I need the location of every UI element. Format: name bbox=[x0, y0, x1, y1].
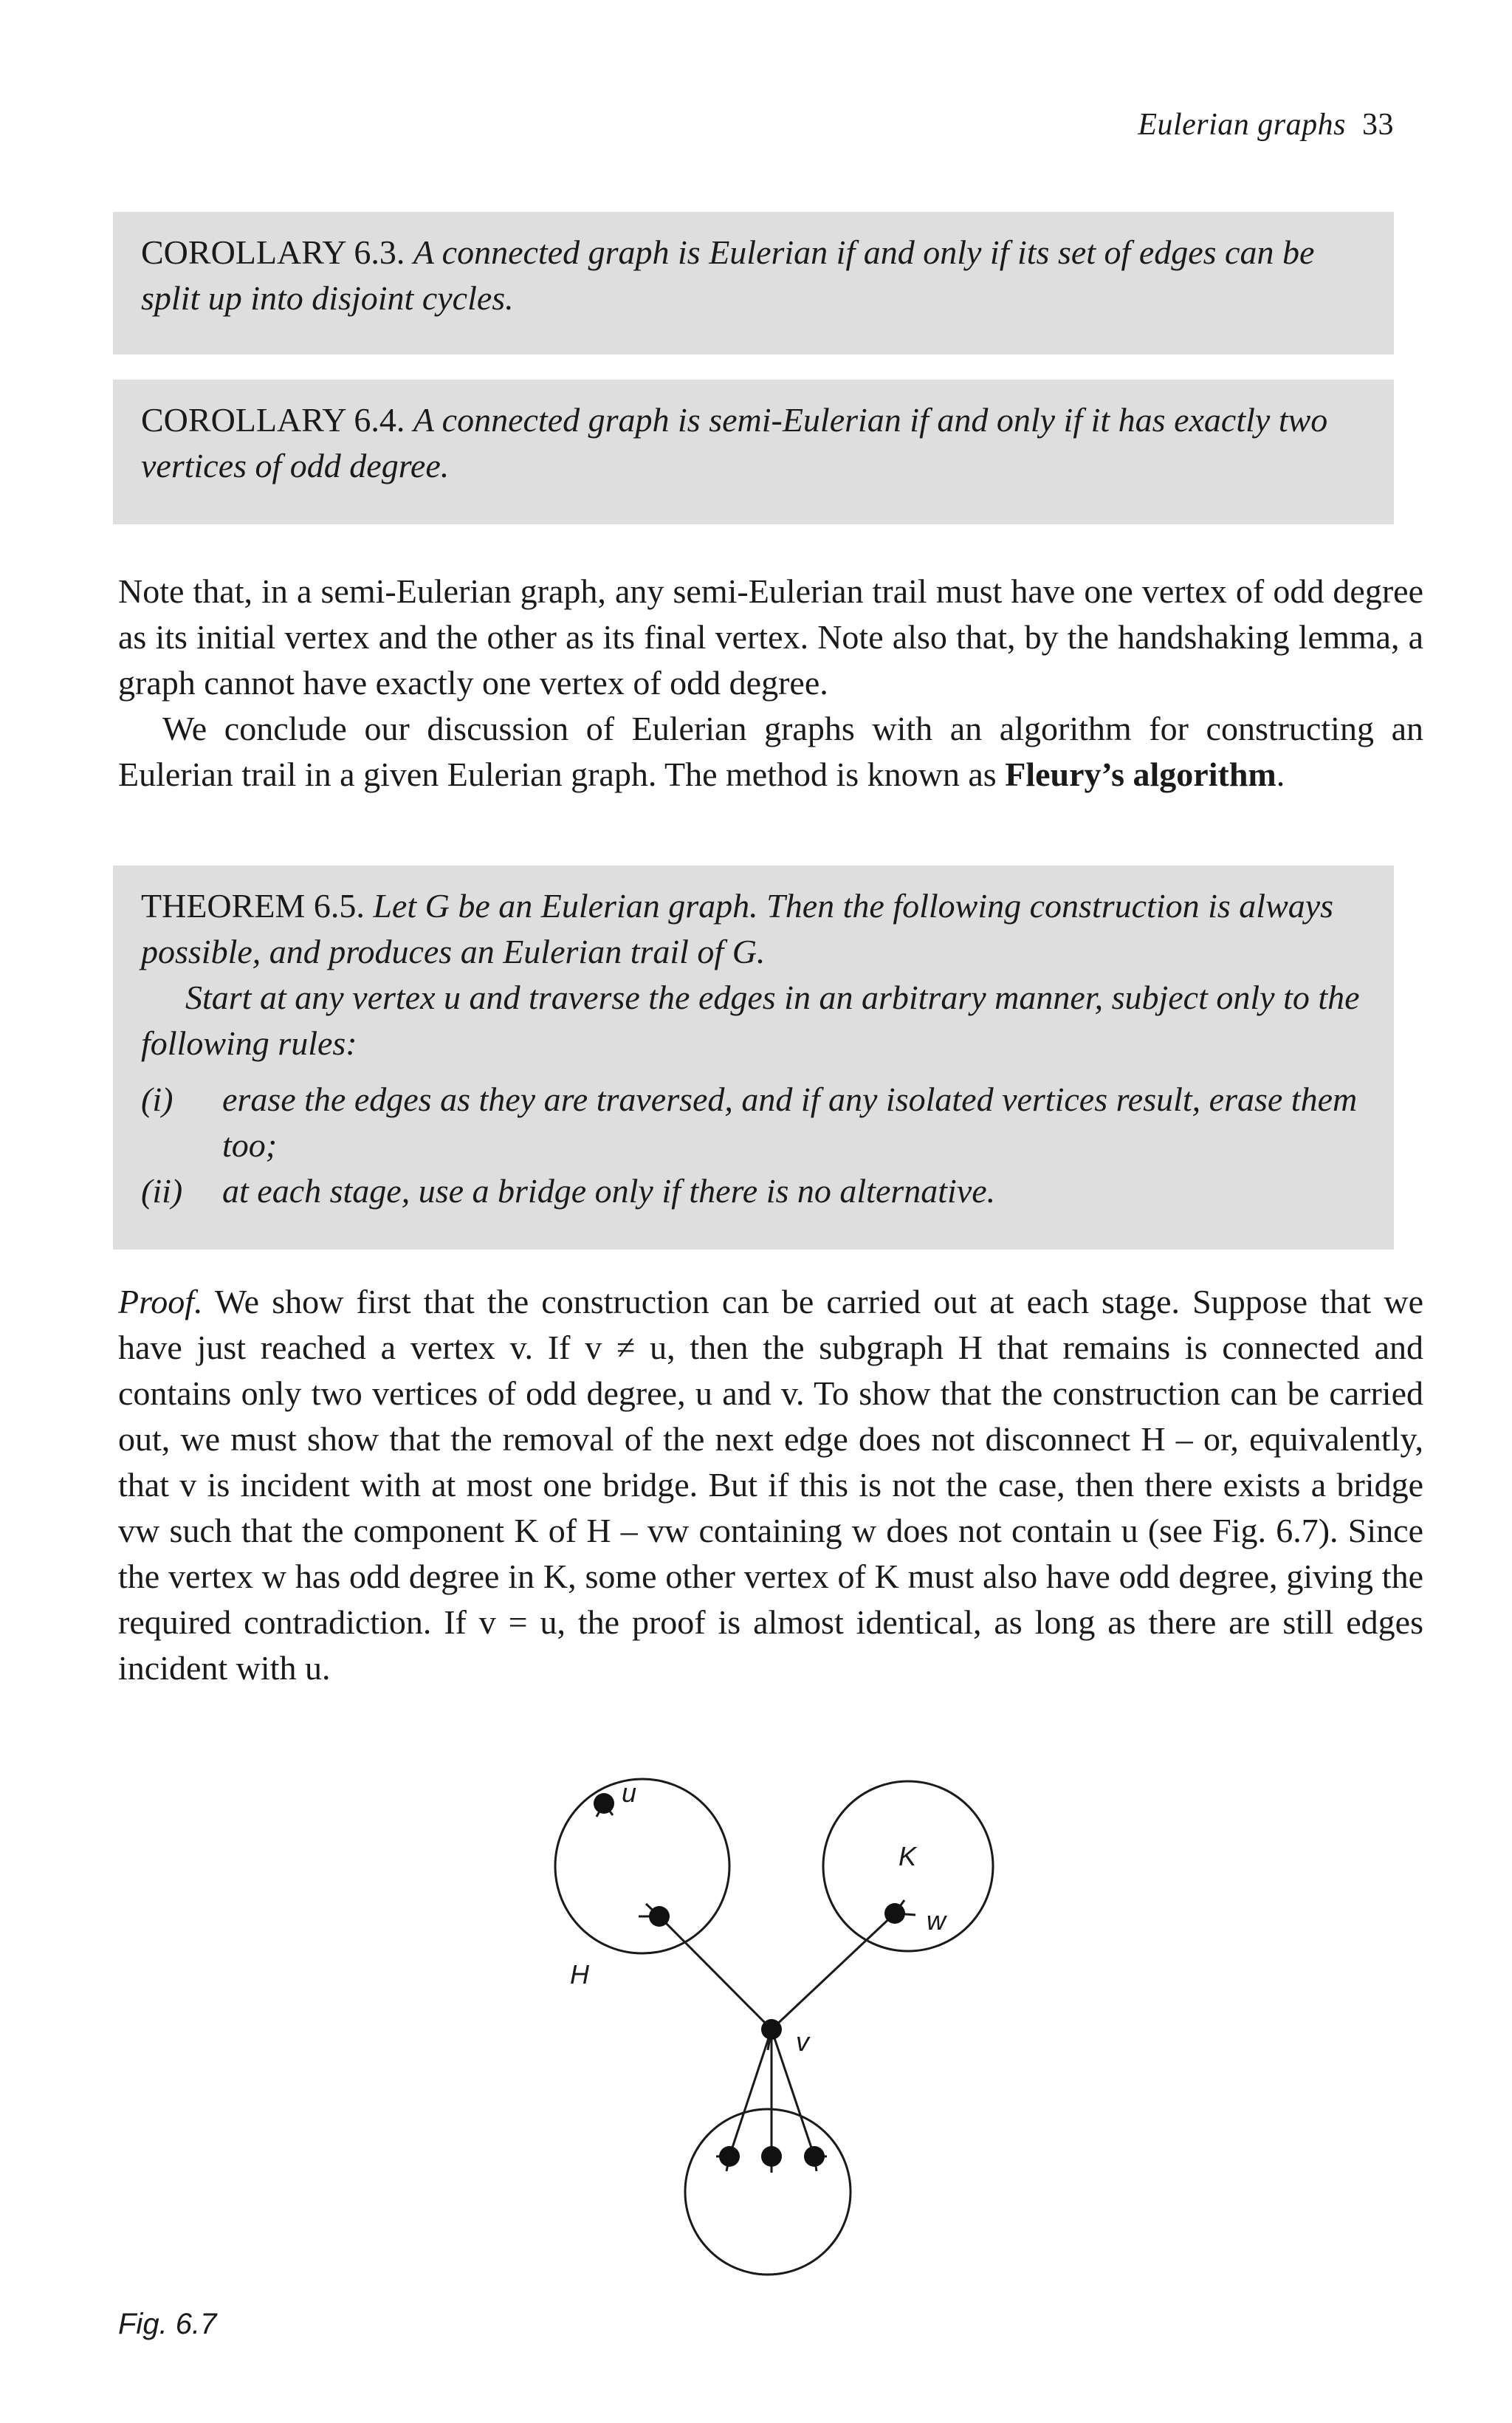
edge-h-to-v bbox=[659, 1916, 772, 2029]
bottom-component-circle bbox=[685, 2109, 850, 2275]
corollary-6-4-box bbox=[113, 380, 1394, 524]
paragraph-text: We conclude our discussion of Eulerian graphs with an algorithm for constructing an Eulerian trail in a given Eulerian graph. The method is known as bbox=[118, 710, 1423, 793]
bridge-vw bbox=[772, 1913, 895, 2029]
theorem-start: Start at any vertex u and traverse the edges in an arbitrary manner, subject only to the following rules: bbox=[141, 979, 1360, 1062]
rule-number: (ii) bbox=[141, 1172, 183, 1210]
vertex-v bbox=[761, 2019, 782, 2040]
page-number: 33 bbox=[1362, 108, 1394, 142]
fleury-algorithm-term: Fleury’s algorithm bbox=[1005, 755, 1276, 793]
rule-text: erase the edges as they are traversed, and if any isolated vertices result, erase them too; bbox=[222, 1080, 1358, 1164]
running-head bbox=[1138, 107, 1394, 143]
proof-paragraph bbox=[118, 1279, 1423, 1691]
proof-label: Proof. bbox=[118, 1283, 203, 1320]
label-w: w bbox=[927, 1905, 946, 1936]
figure-caption: Fig. 6.7 bbox=[118, 2308, 217, 2340]
theorem-text: Let G be an Eulerian graph. Then the following construction is always possible, and produces an Eulerian trail of G. bbox=[141, 887, 1334, 970]
running-head-title: Eulerian graphs bbox=[1138, 108, 1346, 142]
corollary-label: COROLLARY 6.4. bbox=[141, 401, 405, 439]
component-h-circle bbox=[555, 1779, 729, 1953]
label-u: u bbox=[622, 1778, 637, 1808]
edge-v-bottom-left bbox=[729, 2029, 772, 2156]
vertex-bottom-mid bbox=[761, 2146, 782, 2167]
theorem-statement bbox=[141, 883, 1366, 975]
paragraph-end: . bbox=[1276, 755, 1285, 793]
figure-6-7-diagram bbox=[0, 1758, 1512, 2319]
corollary-statement: A connected graph is semi-Eulerian if and only if it has exactly two vertices of odd degree. bbox=[141, 401, 1328, 484]
vertex-h-inner bbox=[649, 1906, 670, 1927]
theorem-6-5-box bbox=[113, 866, 1394, 1250]
corollary-6-3-box bbox=[113, 212, 1394, 354]
rule-text: at each stage, use a bridge only if there is no alternative. bbox=[222, 1172, 996, 1210]
theorem-rule bbox=[141, 1077, 1366, 1168]
vertex-bottom-left bbox=[719, 2146, 740, 2167]
theorem-label: THEOREM 6.5. bbox=[141, 887, 365, 925]
label-v: v bbox=[796, 2026, 809, 2057]
vertex-bottom-right bbox=[804, 2146, 825, 2167]
theorem-rule bbox=[141, 1168, 1366, 1214]
vertex-u bbox=[594, 1793, 614, 1814]
paragraph-semi-eulerian-note: Note that, in a semi-Eulerian graph, any semi-Eulerian trail must have one vertex of odd degree as its initial vertex and the other as its final vertex. Note also that, by the handshaking lemma, a graph cannot have exactly one vertex of odd degree. bbox=[118, 572, 1423, 702]
paragraph-fleury-intro bbox=[118, 706, 1423, 798]
rule-number: (i) bbox=[141, 1080, 173, 1118]
proof-text: We show first that the construction can be carried out at each stage. Suppose that we have just reached a vertex v. If v ≠ u, then the subgraph H that remains is connected and contains only two vertices of odd degree, u and v. To show that the construction can be carried out, we must show that the removal of the next edge does not disconnect H – or, equivalently, that v is incident with at most one bridge. But if this is not the case, then there exists a bridge vw such that the component K of H – vw containing w does not contain u (see Fig. 6.7). Since the vertex w has odd degree in K, some other vertex of K must also have odd degree, giving the required contradiction. If v = u, the proof is almost identical, as long as there are still edges incident with u. bbox=[118, 1283, 1424, 1687]
vertex-w bbox=[884, 1903, 905, 1924]
corollary-statement: A connected graph is Eulerian if and only if its set of edges can be split up into disjoint cycles. bbox=[141, 233, 1315, 317]
label-h: H bbox=[570, 1959, 589, 1990]
corollary-label: COROLLARY 6.3. bbox=[141, 233, 405, 271]
label-k: K bbox=[898, 1841, 917, 1871]
